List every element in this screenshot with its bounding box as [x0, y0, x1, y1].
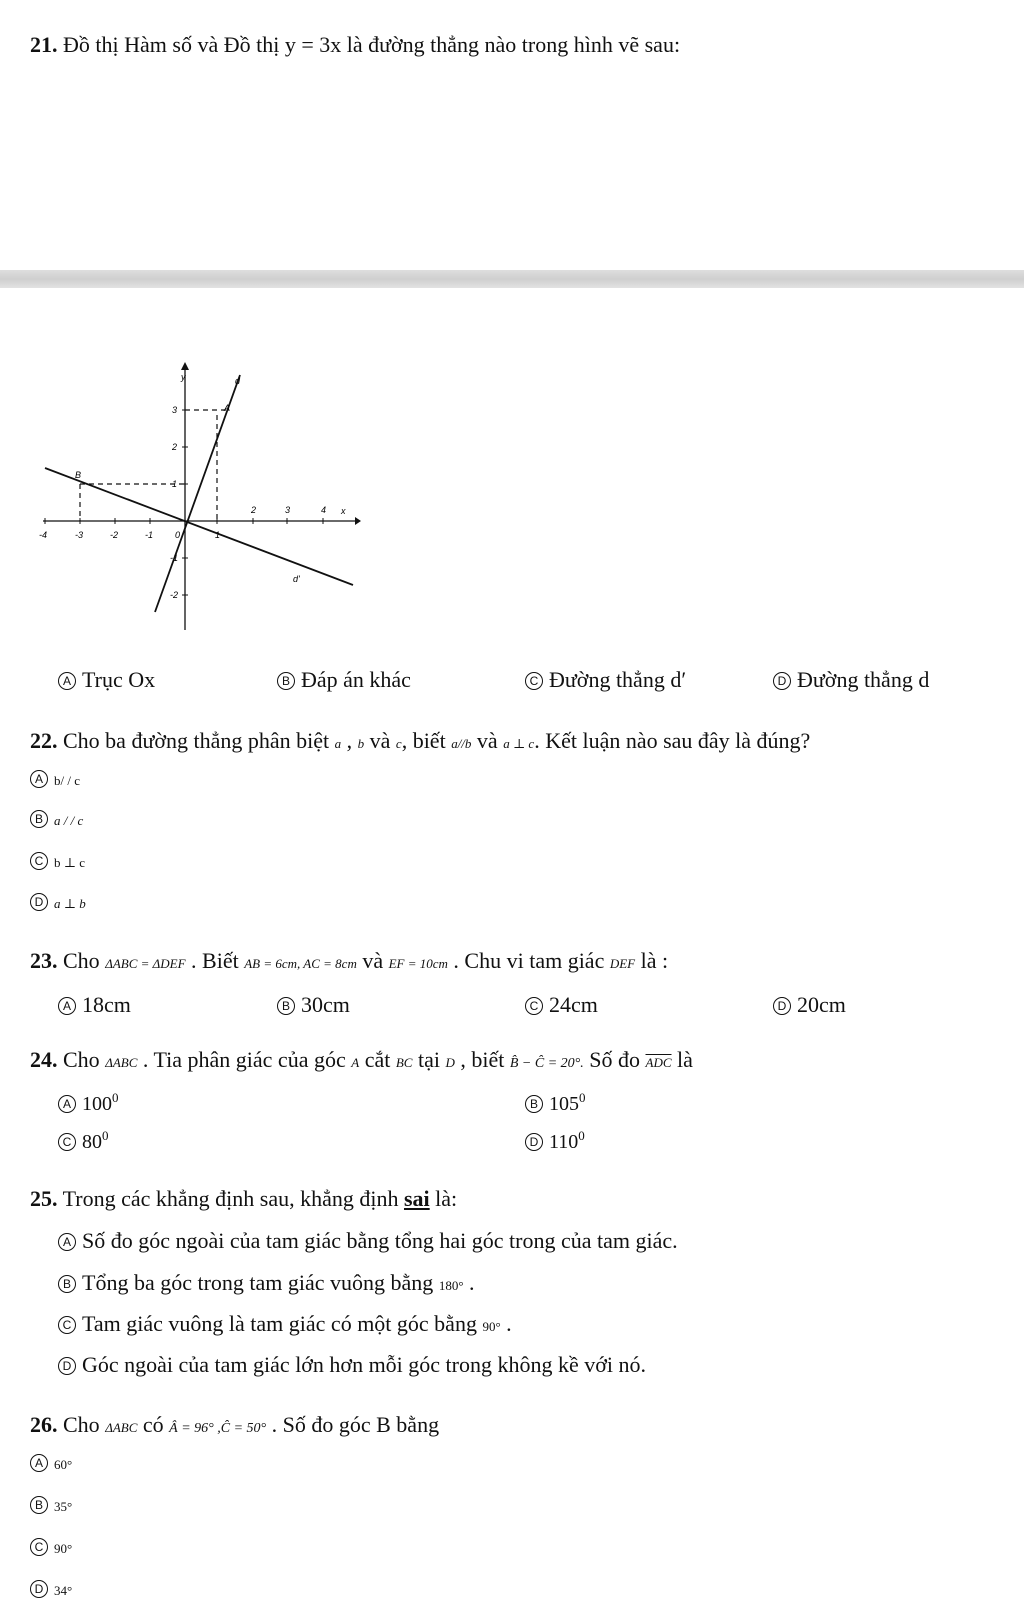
q26-option-b[interactable]: B 35° — [30, 1496, 72, 1515]
q22-option-d[interactable]: D a ⊥ b — [30, 893, 86, 912]
tick-y: -1 — [170, 553, 179, 563]
tick-y: -2 — [170, 590, 179, 600]
q24-option-d[interactable]: D $110^0$ — [525, 1128, 585, 1154]
tick-x: -2 — [110, 530, 119, 540]
q23-option-d[interactable]: D 20cm — [773, 992, 846, 1018]
q22-stem: 22. Cho ba đường thẳng phân biệt a , b và c, biết a//b và a ⊥ c. Kết luận nào sau đây là đúng? — [30, 728, 811, 753]
q23-option-a[interactable]: A 18cm — [58, 992, 131, 1018]
q26-option-a[interactable]: A 60° — [30, 1454, 72, 1473]
q26-option-c[interactable]: C 90° — [30, 1538, 72, 1557]
tick-x: -3 — [75, 530, 84, 540]
label-origin: 0 — [175, 530, 181, 540]
q22-option-b[interactable]: B a / / c — [30, 810, 83, 829]
q23-option-c[interactable]: C 24cm — [525, 992, 598, 1018]
label-d: d — [235, 376, 241, 386]
q21-option-d[interactable]: D Đường thẳng d — [773, 667, 929, 693]
q25-option-a[interactable]: A Số đo góc ngoài của tam giác bằng tổng hai góc trong của tam giác. — [58, 1228, 678, 1254]
q21-stem — [30, 32, 680, 58]
tick-x: 1 — [215, 530, 221, 540]
tick-x: -4 — [39, 530, 48, 540]
label-B: B — [75, 470, 82, 480]
q26-option-d[interactable]: D 34° — [30, 1580, 72, 1599]
label-A: A — [224, 403, 231, 413]
q23-stem: 23. Cho ΔABC = ΔDEF . Biết AB = 6cm, AC = 8cm và EF = 10cm . Chu vi tam giác DEF là : — [30, 948, 669, 973]
tick-x: 2 — [251, 505, 257, 515]
tick-x: 3 — [285, 505, 291, 515]
q22-option-c[interactable]: C b ⊥ c — [30, 852, 85, 871]
q24-option-a[interactable]: A $100^0$ — [58, 1090, 119, 1116]
line-d-prime — [45, 468, 353, 585]
label-x: x — [341, 506, 346, 516]
q21-option-a[interactable]: A Trục Ox — [58, 667, 155, 693]
q21-text: Đồ thị Hàm số và Đồ thị y = 3x là đường thẳng nào trong hình vẽ sau: — [63, 32, 681, 57]
label-y: y — [181, 372, 186, 382]
q21-option-b[interactable]: B Đáp án khác — [277, 667, 411, 693]
q21-graph — [35, 360, 365, 640]
q22-option-a[interactable]: A b/ / c — [30, 770, 80, 789]
label-d-prime: d' — [293, 574, 300, 584]
tick-x: 4 — [321, 505, 327, 515]
q25-stem: 25. Trong các khẳng định sau, khẳng định sai là: — [30, 1186, 458, 1211]
q24-stem: 24. Cho ΔABC . Tia phân giác của góc A cắt BC tại D , biết B̂ − Ĉ = 20°. Số đo $\overline{ADC}$ là — [30, 1047, 693, 1072]
q23-option-b[interactable]: B 30cm — [277, 992, 350, 1018]
q24-option-c[interactable]: C $80^0$ — [58, 1128, 109, 1154]
section-divider — [0, 270, 1024, 288]
tick-y: 1 — [172, 479, 178, 489]
q25-option-b[interactable]: B Tổng ba góc trong tam giác vuông bằng 180° . — [58, 1270, 475, 1296]
q24-option-b[interactable]: B $105^0$ — [525, 1090, 586, 1116]
q25-option-d[interactable]: D Góc ngoài của tam giác lớn hơn mỗi góc trong không kề với nó. — [58, 1352, 646, 1378]
q26-stem: 26. Cho ΔABC có Â = 96° ,Ĉ = 50° . Số đo góc B bằng — [30, 1412, 440, 1437]
tick-x: -1 — [145, 530, 154, 540]
tick-y: 2 — [172, 442, 178, 452]
q21-option-c[interactable]: C Đường thẳng d′ — [525, 667, 686, 693]
q21-number: 21. — [30, 32, 58, 57]
tick-y: 3 — [172, 405, 178, 415]
q25-option-c[interactable]: C Tam giác vuông là tam giác có một góc bằng 90° . — [58, 1311, 512, 1337]
